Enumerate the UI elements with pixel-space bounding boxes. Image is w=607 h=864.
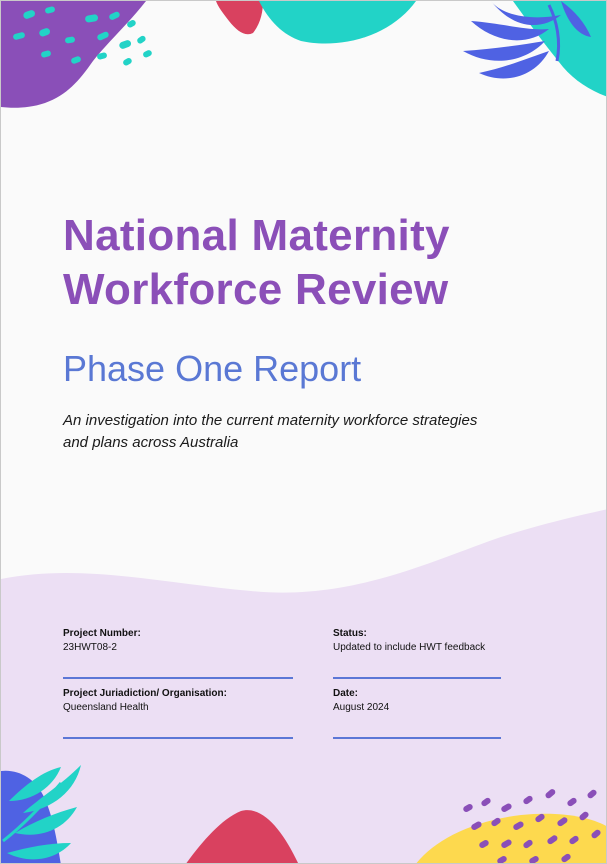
report-title-line-1: National Maternity [63, 211, 450, 260]
top-teal-blob-icon [259, 1, 416, 43]
jurisdiction-label: Project Juriadiction/ Organisation: [63, 688, 227, 699]
jurisdiction-field [63, 687, 293, 739]
status-value: Updated to include HWT feedback [333, 642, 486, 653]
top-right-leaf-icon [463, 1, 607, 97]
project-number-field [63, 627, 293, 679]
date-label: Date: [333, 688, 359, 699]
jurisdiction-value: Queensland Health [63, 702, 149, 713]
status-field [333, 627, 501, 679]
project-number-label: Project Number: [63, 628, 141, 639]
date-value: August 2024 [333, 702, 390, 713]
status-label: Status: [333, 628, 367, 639]
report-title-line-2: Workforce Review [63, 265, 449, 314]
project-number-value: 23HWT08-2 [63, 642, 117, 653]
top-pink-blob-icon [216, 1, 263, 34]
report-tagline: An investigation into the current maternity workforce strategies and plans across Australia [63, 412, 478, 451]
report-subtitle: Phase One Report [63, 348, 362, 389]
top-left-blob-icon [1, 1, 153, 108]
date-field [333, 687, 501, 739]
report-title [63, 209, 450, 317]
